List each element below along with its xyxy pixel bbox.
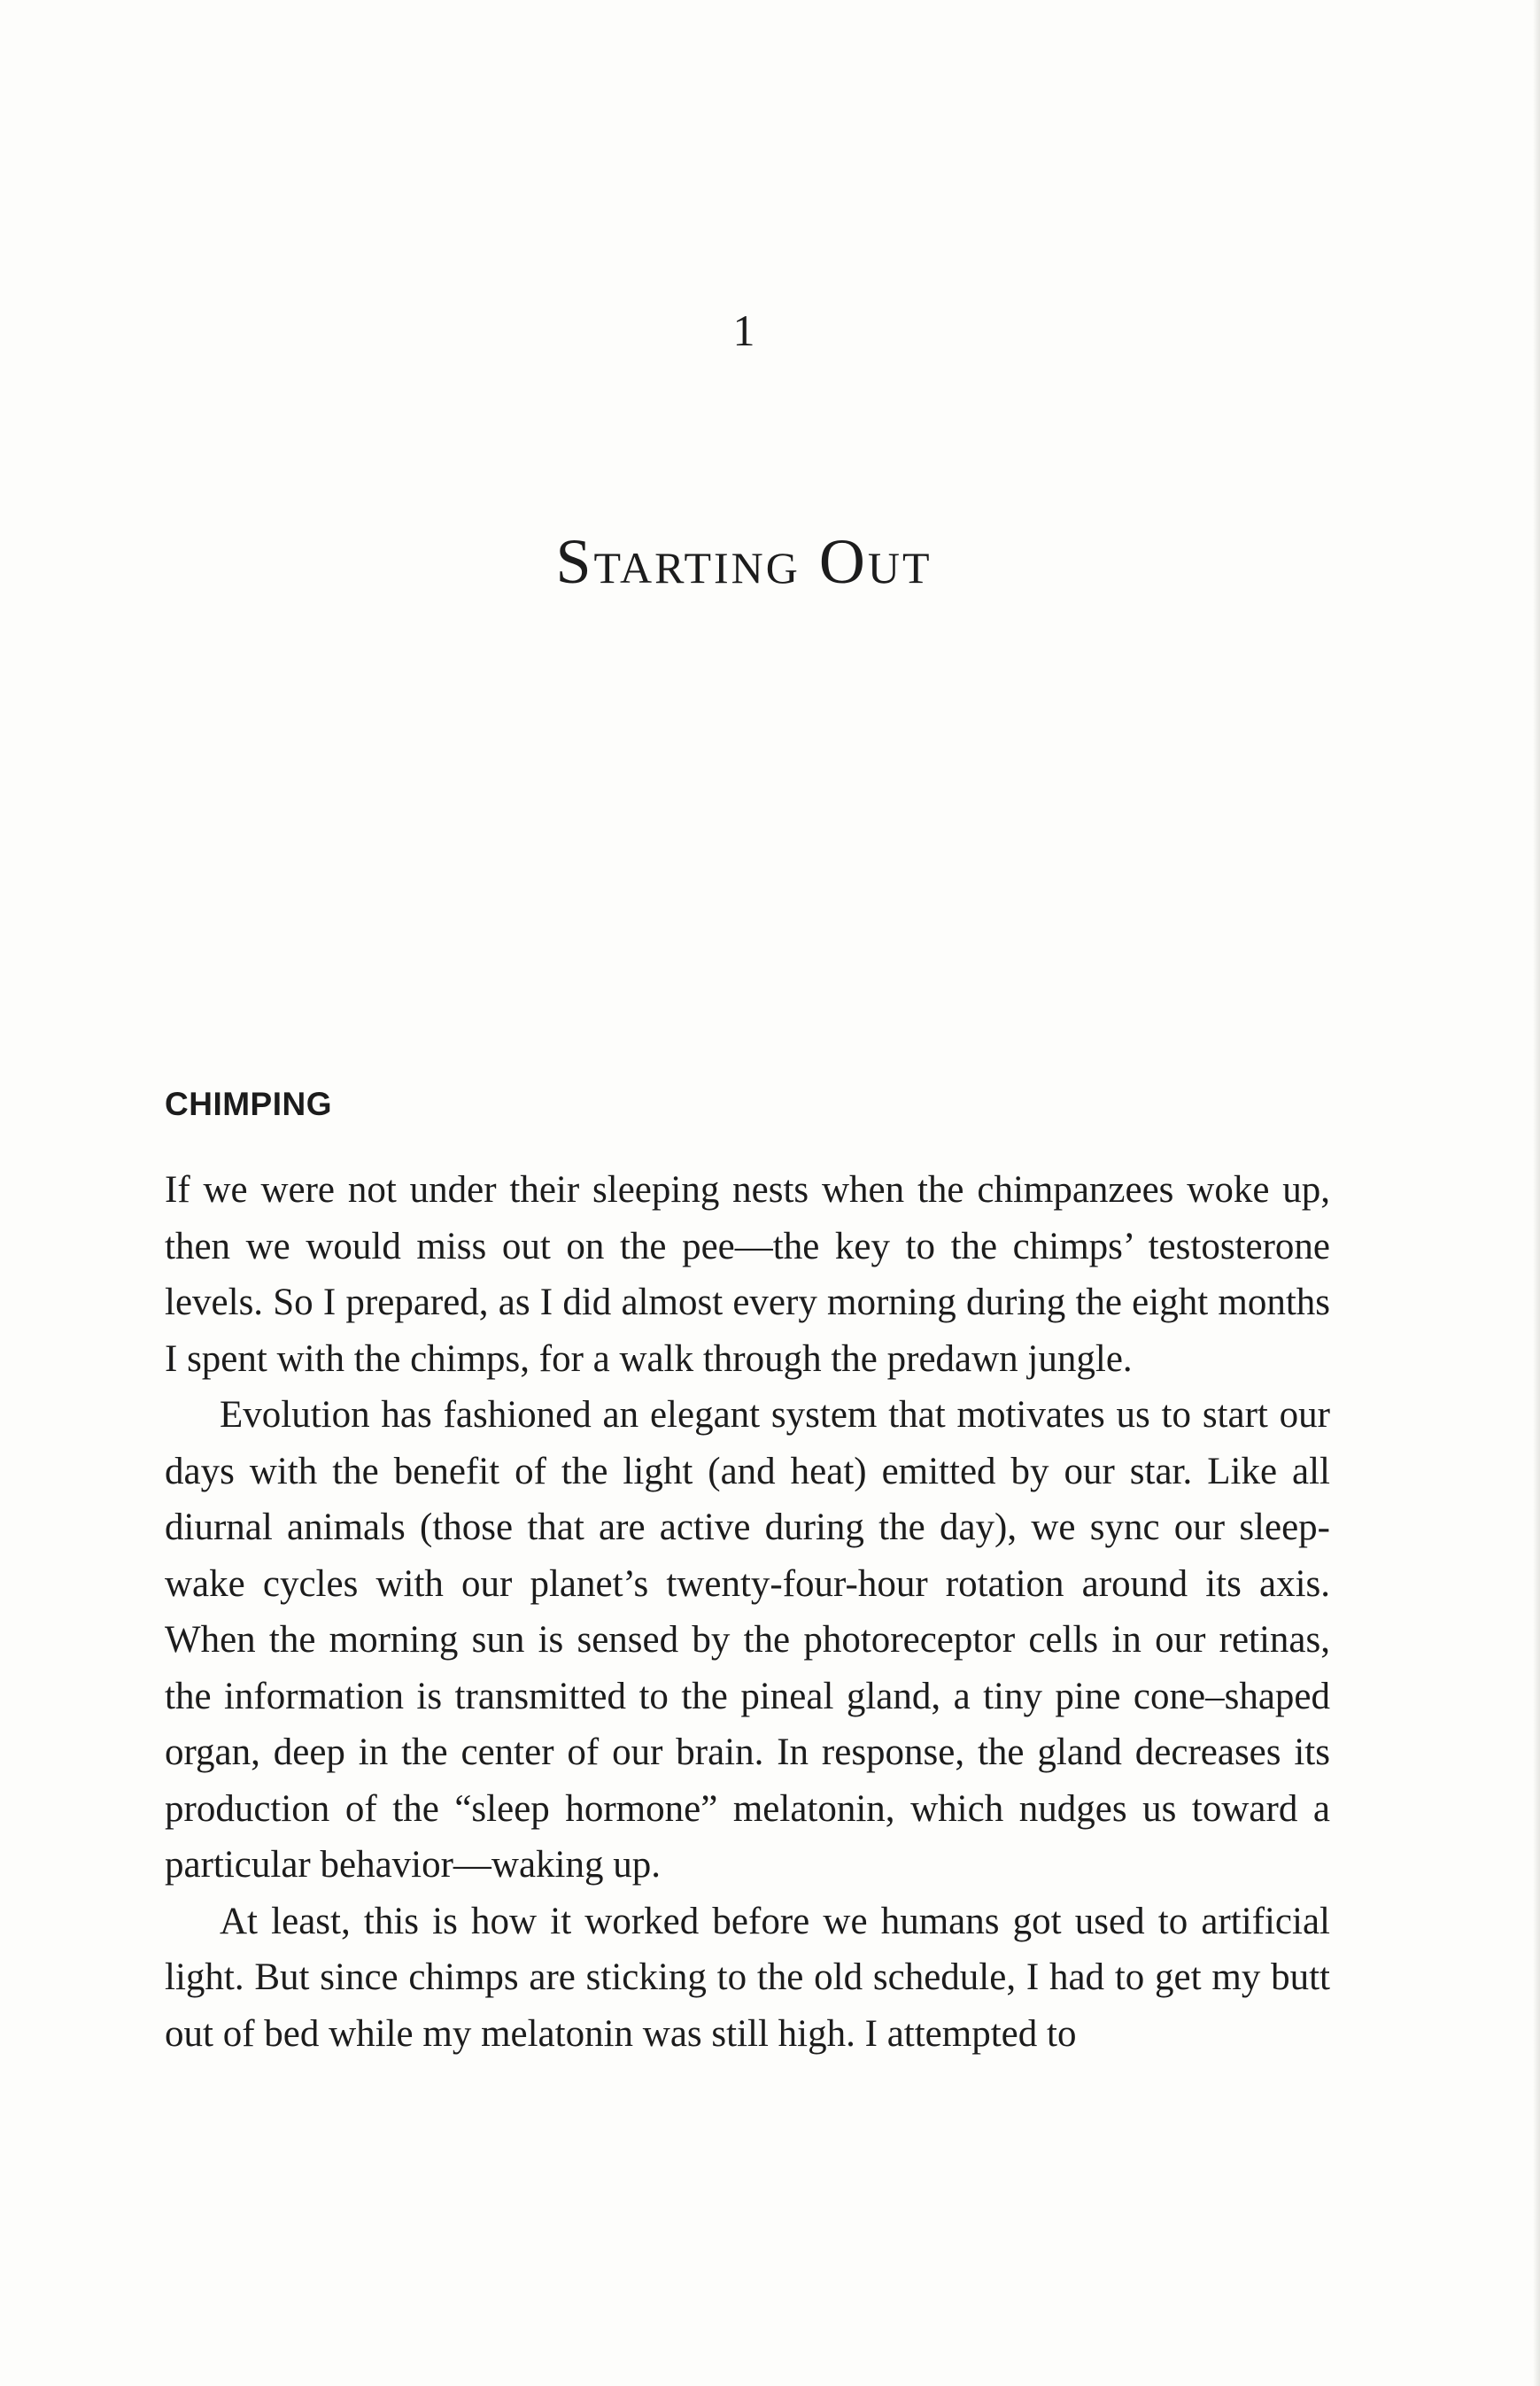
section-heading: CHIMPING [165, 1086, 332, 1122]
paragraph: At least, this is how it worked before we humans got used to artificial light. But since chimps are sticking to the old schedule, I had to get my butt out of bed while my melatonin was still high. I attempted to [165, 1900, 1330, 2055]
paragraph: Evolution has fashioned an elegant system that motivates us to start our days with the benefit of the light (and heat) emitted by our star. Like all diurnal animals (those that are active during the day), we sync our sleep-wake cycles with our planet’s twenty-four-hour rotation around its axis. When the morning sun is sensed by the photoreceptor cells in our retinas, the information is transmitted to the pineal gland, a tiny pine cone–shaped organ, deep in the center of our brain. In response, the gland decreases its production of the “sleep hormone” melatonin, which nudges us toward a particular behavior—waking up. [165, 1394, 1330, 1886]
page-edge-shadow [1533, 0, 1540, 2386]
paragraph: If we were not under their sleeping nests when the chimpanzees woke up, then we would miss out on the pee—the key to the chimps’ testosterone levels. So I prepared, as I did almost every morning during the eight months I spent with the chimps, for a walk through the predawn jungle. [165, 1169, 1330, 1380]
chapter-number: 1 [732, 306, 755, 355]
body-text [165, 1162, 1330, 2062]
chapter-title: Starting Out [555, 526, 933, 597]
